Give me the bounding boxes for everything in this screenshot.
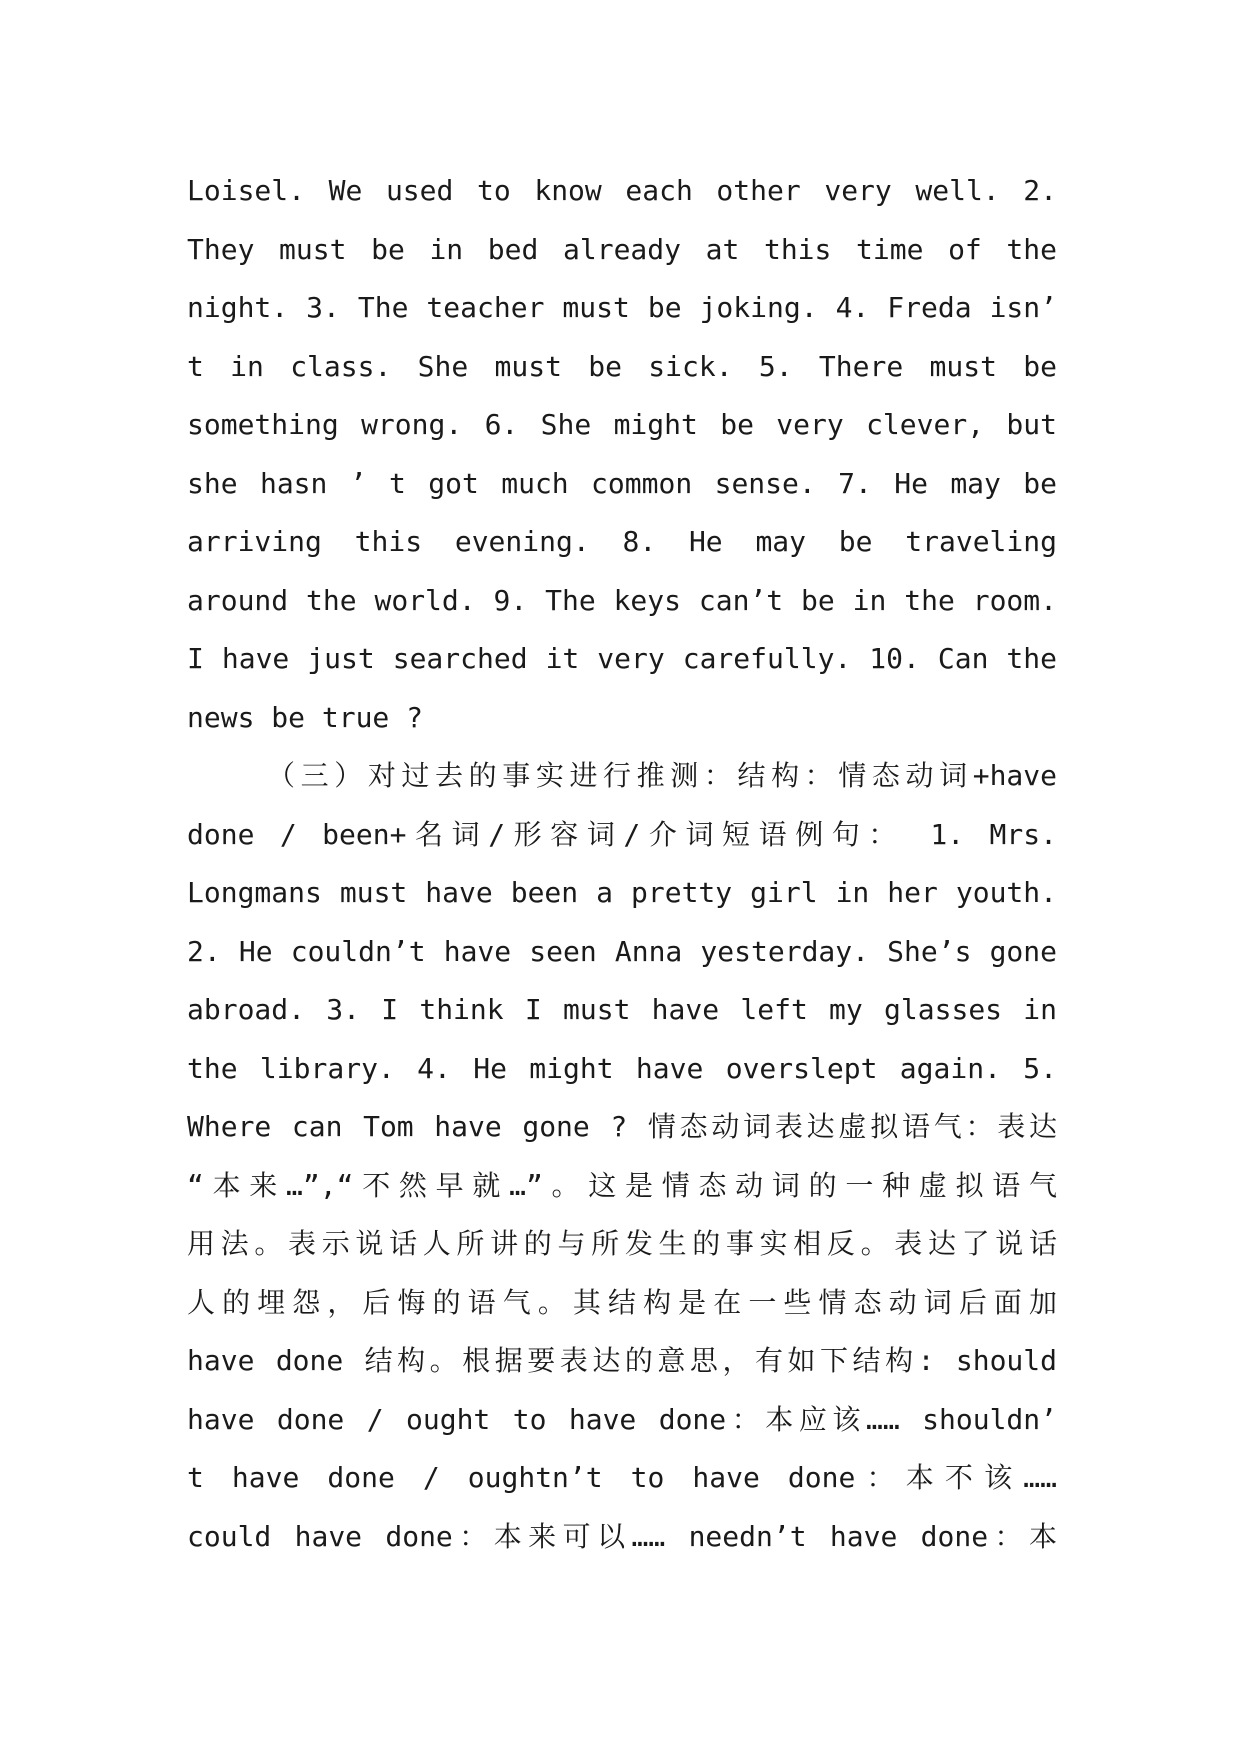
text-line: Where can Tom have gone ? 情态动词表达虚拟语气：表达	[187, 1110, 1057, 1143]
text-line: t in class. She must be sick. 5. There must be	[187, 349, 1057, 383]
text-line: have done 结构。根据要表达的意思，有如下结构: should	[187, 1344, 1057, 1377]
text-line: t have done / oughtn’t to have done：本不该……	[187, 1461, 1057, 1494]
text-line: “本来…”,“不然早就…”。这是情态动词的一种虚拟语气	[187, 1168, 1057, 1202]
text-line: arriving this evening. 8. He may be traveling	[187, 525, 1057, 558]
text-line: I have just searched it very carefully. 10. Can the	[187, 642, 1057, 675]
section-heading-line: （三）对过去的事实进行推测：结构：情态动词+have	[267, 759, 1057, 792]
body-text	[187, 162, 1057, 1566]
text-line: news be true ?	[187, 700, 424, 734]
text-line: 用法。表示说话人所讲的与所发生的事实相反。表达了说话	[187, 1227, 1057, 1260]
text-line: night. 3. The teacher must be joking. 4. Freda isn’	[187, 291, 1057, 324]
text-line: 人的埋怨，后悔的语气。其结构是在一些情态动词后面加	[187, 1285, 1057, 1319]
text-line: done / been+名词/形容词/介词短语例句： 1. Mrs.	[187, 817, 1057, 851]
text-line: abroad. 3. I think I must have left my glasses in	[187, 993, 1057, 1026]
text-line: They must be in bed already at this time of the	[187, 232, 1057, 266]
text-line: she hasn ’ t got much common sense. 7. He may be	[187, 466, 1057, 500]
text-line: around the world. 9. The keys can’t be in the room.	[187, 583, 1057, 617]
text-line: something wrong. 6. She might be very clever, but	[187, 408, 1057, 441]
text-line: Longmans must have been a pretty girl in her youth.	[187, 876, 1057, 909]
text-line: could have done：本来可以…… needn’t have done：本	[187, 1519, 1057, 1553]
text-line: have done / ought to have done：本应该…… shouldn’	[187, 1402, 1057, 1436]
text-line: 2. He couldn’t have seen Anna yesterday. She’s gone	[187, 934, 1057, 968]
text-line: the library. 4. He might have overslept again. 5.	[187, 1051, 1057, 1085]
text-line: Loisel. We used to know each other very well. 2.	[187, 174, 1057, 207]
